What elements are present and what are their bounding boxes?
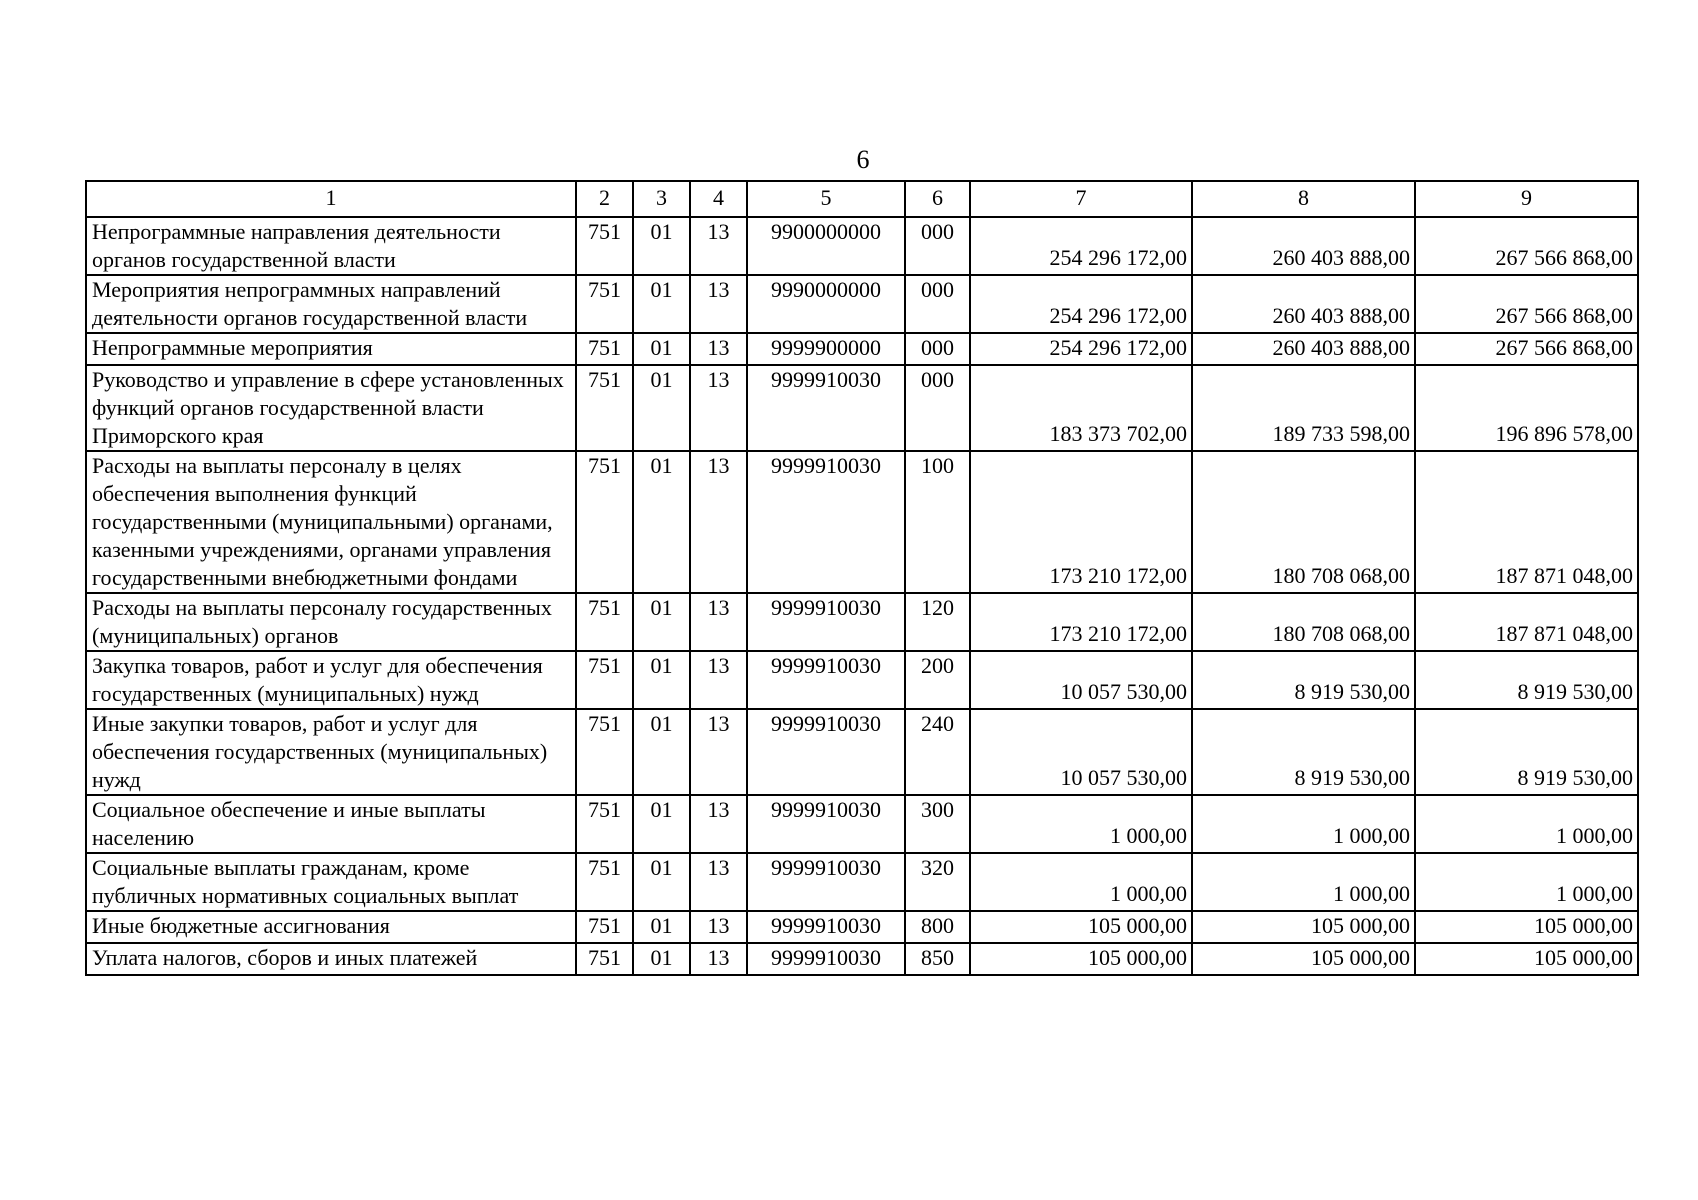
- header-cell: 4: [690, 181, 747, 217]
- section-code: 01: [633, 943, 690, 975]
- target-article-code: 9999910030: [747, 451, 905, 593]
- section-code: 01: [633, 795, 690, 853]
- target-article-code: 9999910030: [747, 365, 905, 451]
- expense-type-code: 240: [905, 709, 970, 795]
- amount-col9: 267 566 868,00: [1415, 275, 1638, 333]
- amount-col7: 183 373 702,00: [970, 365, 1192, 451]
- amount-col8: 180 708 068,00: [1192, 451, 1415, 593]
- amount-col8: 260 403 888,00: [1192, 275, 1415, 333]
- target-article-code: 9900000000: [747, 217, 905, 275]
- ministry-code: 751: [576, 911, 633, 943]
- section-code: 01: [633, 709, 690, 795]
- section-code: 01: [633, 451, 690, 593]
- table-row: [86, 333, 1638, 365]
- amount-col9: 196 896 578,00: [1415, 365, 1638, 451]
- subsection-code: 13: [690, 651, 747, 709]
- ministry-code: 751: [576, 943, 633, 975]
- header-cell: 2: [576, 181, 633, 217]
- amount-col9: 105 000,00: [1415, 911, 1638, 943]
- ministry-code: 751: [576, 333, 633, 365]
- row-description: Социальное обеспечение и иные выплаты населению: [86, 795, 576, 853]
- section-code: 01: [633, 853, 690, 911]
- target-article-code: 9999910030: [747, 853, 905, 911]
- expense-type-code: 320: [905, 853, 970, 911]
- expense-type-code: 300: [905, 795, 970, 853]
- expense-type-code: 000: [905, 365, 970, 451]
- table-row: [86, 709, 1638, 795]
- ministry-code: 751: [576, 217, 633, 275]
- amount-col9: 1 000,00: [1415, 853, 1638, 911]
- amount-col8: 8 919 530,00: [1192, 651, 1415, 709]
- section-code: 01: [633, 911, 690, 943]
- expense-type-code: 000: [905, 275, 970, 333]
- amount-col9: 8 919 530,00: [1415, 651, 1638, 709]
- amount-col9: 105 000,00: [1415, 943, 1638, 975]
- amount-col7: 254 296 172,00: [970, 217, 1192, 275]
- subsection-code: 13: [690, 795, 747, 853]
- amount-col9: 187 871 048,00: [1415, 451, 1638, 593]
- table-row: [86, 275, 1638, 333]
- amount-col7: 10 057 530,00: [970, 651, 1192, 709]
- header-cell: 7: [970, 181, 1192, 217]
- amount-col8: 105 000,00: [1192, 911, 1415, 943]
- section-code: 01: [633, 365, 690, 451]
- row-description: Расходы на выплаты персоналу государственных (муниципальных) органов: [86, 593, 576, 651]
- amount-col8: 8 919 530,00: [1192, 709, 1415, 795]
- amount-col8: 260 403 888,00: [1192, 333, 1415, 365]
- table-row: [86, 593, 1638, 651]
- row-description: Непрограммные направления деятельности органов государственной власти: [86, 217, 576, 275]
- header-cell: 3: [633, 181, 690, 217]
- target-article-code: 9999900000: [747, 333, 905, 365]
- header-cell: 6: [905, 181, 970, 217]
- subsection-code: 13: [690, 593, 747, 651]
- subsection-code: 13: [690, 217, 747, 275]
- subsection-code: 13: [690, 333, 747, 365]
- ministry-code: 751: [576, 651, 633, 709]
- amount-col8: 1 000,00: [1192, 795, 1415, 853]
- page-number: 6: [856, 145, 870, 174]
- amount-col7: 173 210 172,00: [970, 451, 1192, 593]
- header-cell: 1: [86, 181, 576, 217]
- table-row: [86, 451, 1638, 593]
- target-article-code: 9999910030: [747, 593, 905, 651]
- header-cell: 8: [1192, 181, 1415, 217]
- table-row: [86, 651, 1638, 709]
- table-row: [86, 217, 1638, 275]
- amount-col7: 10 057 530,00: [970, 709, 1192, 795]
- section-code: 01: [633, 651, 690, 709]
- table-row: [86, 853, 1638, 911]
- amount-col8: 1 000,00: [1192, 853, 1415, 911]
- header-cell: 9: [1415, 181, 1638, 217]
- ministry-code: 751: [576, 365, 633, 451]
- row-description: Расходы на выплаты персоналу в целях обеспечения выполнения функций государственными (муниципальными) органами, казенными учреждениями, органами управления государственными внебюджетными фондами: [86, 451, 576, 593]
- ministry-code: 751: [576, 795, 633, 853]
- expense-type-code: 850: [905, 943, 970, 975]
- amount-col9: 8 919 530,00: [1415, 709, 1638, 795]
- ministry-code: 751: [576, 275, 633, 333]
- section-code: 01: [633, 333, 690, 365]
- amount-col7: 105 000,00: [970, 943, 1192, 975]
- amount-col9: 187 871 048,00: [1415, 593, 1638, 651]
- amount-col8: 180 708 068,00: [1192, 593, 1415, 651]
- row-description: Уплата налогов, сборов и иных платежей: [86, 943, 576, 975]
- amount-col8: 189 733 598,00: [1192, 365, 1415, 451]
- target-article-code: 9990000000: [747, 275, 905, 333]
- amount-col7: 173 210 172,00: [970, 593, 1192, 651]
- row-description: Руководство и управление в сфере установленных функций органов государственной власти Приморского края: [86, 365, 576, 451]
- expense-type-code: 800: [905, 911, 970, 943]
- amount-col9: 267 566 868,00: [1415, 333, 1638, 365]
- target-article-code: 9999910030: [747, 651, 905, 709]
- table-row: [86, 943, 1638, 975]
- row-description: Иные закупки товаров, работ и услуг для обеспечения государственных (муниципальных) нужд: [86, 709, 576, 795]
- subsection-code: 13: [690, 853, 747, 911]
- amount-col7: 1 000,00: [970, 795, 1192, 853]
- ministry-code: 751: [576, 593, 633, 651]
- expense-type-code: 000: [905, 333, 970, 365]
- ministry-code: 751: [576, 709, 633, 795]
- amount-col8: 105 000,00: [1192, 943, 1415, 975]
- section-code: 01: [633, 593, 690, 651]
- amount-col9: 267 566 868,00: [1415, 217, 1638, 275]
- table-row: [86, 911, 1638, 943]
- budget-table: [85, 180, 1639, 976]
- target-article-code: 9999910030: [747, 709, 905, 795]
- row-description: Иные бюджетные ассигнования: [86, 911, 576, 943]
- ministry-code: 751: [576, 853, 633, 911]
- table-header-row: [86, 181, 1638, 217]
- expense-type-code: 000: [905, 217, 970, 275]
- amount-col7: 254 296 172,00: [970, 275, 1192, 333]
- table-row: [86, 365, 1638, 451]
- amount-col7: 105 000,00: [970, 911, 1192, 943]
- subsection-code: 13: [690, 911, 747, 943]
- expense-type-code: 200: [905, 651, 970, 709]
- subsection-code: 13: [690, 365, 747, 451]
- row-description: Закупка товаров, работ и услуг для обеспечения государственных (муниципальных) нужд: [86, 651, 576, 709]
- expense-type-code: 120: [905, 593, 970, 651]
- header-cell: 5: [747, 181, 905, 217]
- row-description: Непрограммные мероприятия: [86, 333, 576, 365]
- target-article-code: 9999910030: [747, 943, 905, 975]
- subsection-code: 13: [690, 275, 747, 333]
- amount-col7: 254 296 172,00: [970, 333, 1192, 365]
- ministry-code: 751: [576, 451, 633, 593]
- row-description: Социальные выплаты гражданам, кроме публичных нормативных социальных выплат: [86, 853, 576, 911]
- section-code: 01: [633, 217, 690, 275]
- subsection-code: 13: [690, 451, 747, 593]
- table-row: [86, 795, 1638, 853]
- amount-col9: 1 000,00: [1415, 795, 1638, 853]
- subsection-code: 13: [690, 943, 747, 975]
- amount-col7: 1 000,00: [970, 853, 1192, 911]
- target-article-code: 9999910030: [747, 795, 905, 853]
- target-article-code: 9999910030: [747, 911, 905, 943]
- subsection-code: 13: [690, 709, 747, 795]
- row-description: Мероприятия непрограммных направлений деятельности органов государственной власти: [86, 275, 576, 333]
- expense-type-code: 100: [905, 451, 970, 593]
- section-code: 01: [633, 275, 690, 333]
- amount-col8: 260 403 888,00: [1192, 217, 1415, 275]
